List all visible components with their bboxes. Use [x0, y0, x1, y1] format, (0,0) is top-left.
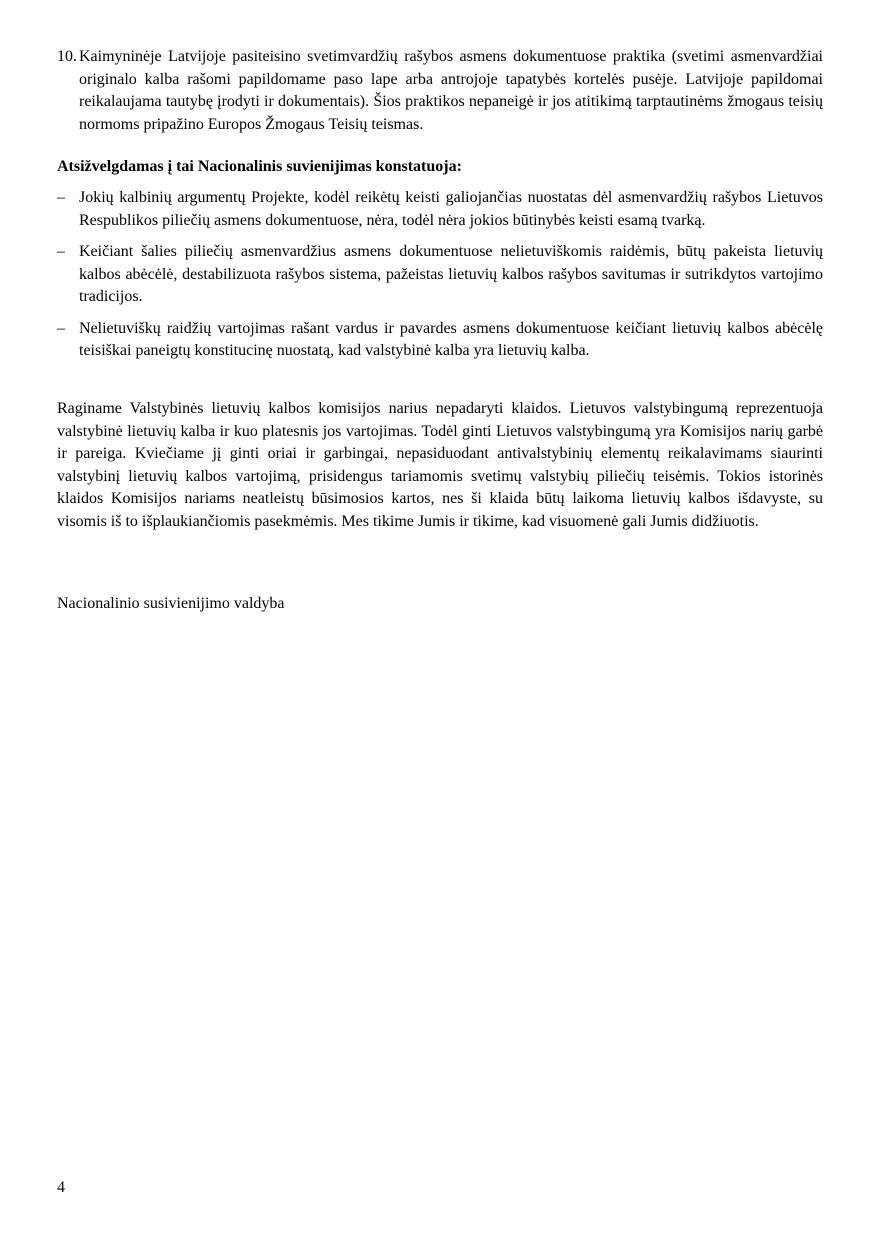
- section-heading: Atsižvelgdamas į tai Nacionalinis suvienijimas konstatuoja:: [57, 158, 462, 175]
- dash-list: [57, 187, 823, 372]
- appeal-paragraph: Raginame Valstybinės lietuvių kalbos komisijos narius nepadaryti klaidos. Lietuvos valstybingumą reprezentuoja valstybinė lietuvių kalba ir kuo platesnis jos vartojimas. Todėl ginti Lietuvos valstybingumą yra Komisijos narių garbė ir pareiga. Kviečiame jį ginti oriai ir garbingai, nepasiduodant antivalstybinių elementų reikalavimams siaurinti valstybinį lietuvių kalbos vartojimą, prisidengus tariamomis svetimų valstybių piliečių teisėmis. Tokios istorinės klaidos Komisijos nariams neatleistų būsimosios kartos, nes ši klaida būtų laikoma lietuvių kalbos išdavyste, su visomis iš to išplaukiančiomis pasekmėmis. Mes tikime Jumis ir tikime, kad visuomenė gali Jumis didžiuotis.: [57, 400, 823, 530]
- dash-list-item: [57, 241, 823, 309]
- signature-line: Nacionalinio susivienijimo valdyba: [57, 595, 285, 612]
- dash-item-text: Jokių kalbinių argumentų Projekte, kodėl reikėtų keisti galiojančias nuostatas dėl asmenvardžių rašybos Lietuvos Respublikos piliečių asmens dokumentuose, nėra, todėl nėra jokios būtinybės keisti esamą tvarką.: [79, 189, 823, 229]
- item-number: 10.: [57, 48, 77, 65]
- numbered-item-10: [57, 46, 823, 136]
- dash-marker: –: [57, 243, 65, 260]
- dash-list-item: [57, 187, 823, 232]
- dash-list-item: [57, 318, 823, 363]
- dash-marker: –: [57, 189, 65, 206]
- page-number: 4: [57, 1179, 65, 1196]
- dash-marker: –: [57, 319, 65, 337]
- item-text: Kaimyninėje Latvijoje pasiteisino svetimvardžių rašybos asmens dokumentuose praktika (svetimi asmenvardžiai originalo kalba rašomi papildomame paso lape arba antrojoje tapatybės kortelės pusėje. Latvijoje papildomai reikalaujama tautybę įrodyti ir dokumentais). Šios praktikos nepaneigė ir jos atitikimą tarptautinėms žmogaus teisių normoms pripažino Europos Žmogaus Teisių teismas.: [79, 48, 823, 133]
- dash-item-text: Keičiant šalies piliečių asmenvardžius asmens dokumentuose nelietuviškomis raidėmis, būtų pakeista lietuvių kalbos abėcėlė, destabilizuota rašybos sistema, pažeistas lietuvių kalbos rašybos savitumas ir sutrikdytos vartojimo tradicijos.: [79, 243, 823, 305]
- dash-item-text: Nelietuviškų raidžių vartojimas rašant vardus ir pavardes asmens dokumentuose keičiant lietuvių kalbos abėcėlę teisiškai paneigtų konstitucinę nuostatą, kad valstybinė kalba yra lietuvių kalba.: [79, 319, 823, 359]
